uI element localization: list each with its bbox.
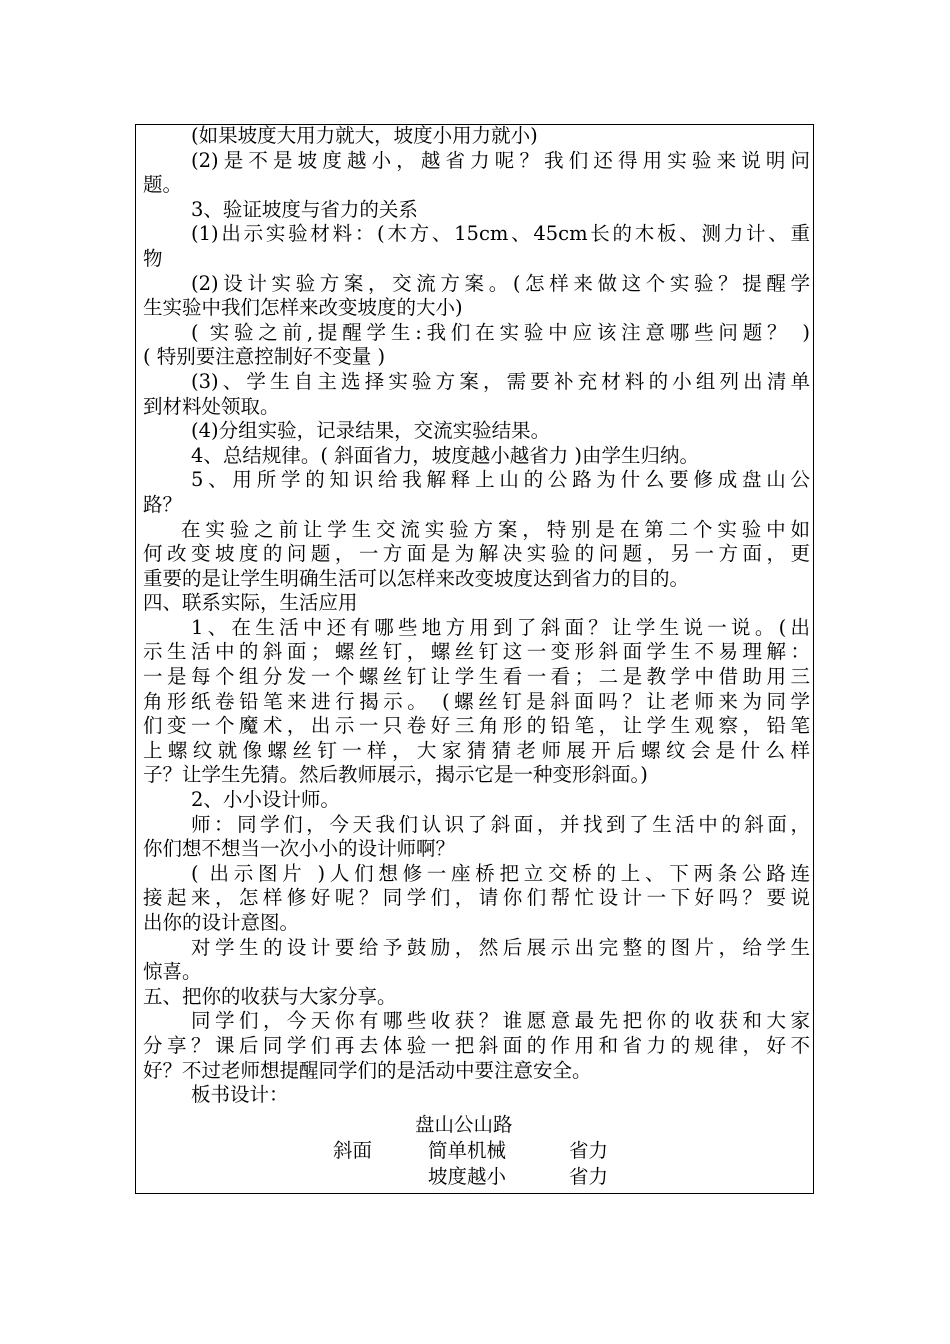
paragraph [143, 468, 810, 517]
text-line: (1)出示实验材料：(木方、15cm、45cm长的木板、测力计、重 [191, 222, 810, 246]
text-line: 好？不过老师想提醒同学们的是活动中要注意安全。 [143, 1058, 592, 1082]
board-row-1 [143, 1138, 810, 1164]
paragraph [143, 124, 810, 149]
text-line: 何改变坡度的问题，一方面是为解决实验的问题，另一方面，更 [143, 542, 810, 566]
text-line: (4)分组实验，记录结果，交流实验结果。 [191, 419, 551, 443]
board-row-2 [143, 1164, 810, 1190]
paragraph [143, 1083, 810, 1108]
text-line: 5、用所学的知识给我解释上山的公路为什么要修成盘山公 [191, 468, 810, 492]
paragraph [143, 370, 810, 419]
text-line: 1、在生活中还有哪些地方用到了斜面？让学生说一说。(出 [191, 615, 810, 639]
text-line: 接起来，怎样修好呢？同学们，请你们帮忙设计一下好吗？要说 [143, 886, 810, 910]
lesson-plan-text [143, 124, 810, 1190]
paragraph [143, 985, 810, 1010]
text-line: 生实验中我们怎样来改变坡度的大小) [143, 296, 463, 320]
paragraph [143, 936, 810, 985]
text-line: ( 出示图片 )人们想修一座桥把立交桥的上、下两条公路连 [191, 861, 810, 885]
text-line: 子？让学生先猜。然后教师展示，揭示它是一种变形斜面。) [143, 763, 648, 787]
paragraph [143, 419, 810, 444]
board-label-labor-saving: 省力 [569, 1138, 609, 1162]
text-line: 重要的是让学生明确生活可以怎样来改变坡度达到省力的目的。 [143, 566, 690, 590]
text-line: 上螺纹就像螺丝钉一样，大家猜猜老师展开后螺纹会是什么样 [143, 738, 810, 762]
text-line: 你们想不想当一次小小的设计师啊？ [143, 837, 456, 861]
board-label-labor-saving-2: 省力 [569, 1164, 609, 1188]
text-line: 们变一个魔术，出示一只卷好三角形的铅笔，让学生观察，铅笔 [143, 714, 810, 738]
paragraph [143, 813, 810, 862]
text-line: 4、总结规律。( 斜面省力，坡度越小越省力 )由学生归纳。 [191, 443, 700, 467]
text-line: 一是每个组分发一个螺丝钉让学生看一看；二是教学中借助用三 [143, 665, 810, 689]
board-title-row [143, 1112, 810, 1138]
paragraph [143, 616, 810, 788]
text-line: 分享？课后同学们再去体验一把斜面的作用和省力的规律，好不 [143, 1033, 810, 1057]
text-line: (如果坡度大用力就大，坡度小用力就小) [191, 124, 538, 147]
paragraph [143, 1009, 810, 1083]
paragraph [143, 518, 810, 592]
text-line: (2)是不是坡度越小，越省力呢？我们还得用实验来说明问 [191, 148, 810, 172]
text-line: 五、把你的收获与大家分享。 [143, 984, 397, 1008]
text-line: ( 实验之前,提醒学生:我们在实验中应该注意哪些问题？ ) [191, 320, 810, 344]
paragraph [143, 444, 810, 469]
text-line: 2、小小设计师。 [191, 788, 340, 812]
paragraph [143, 788, 810, 813]
text-line: 3、验证坡度与省力的关系 [191, 197, 418, 221]
text-line: 惊喜。 [143, 960, 202, 984]
text-line: 对学生的设计要给予鼓励，然后展示出完整的图片，给学生 [191, 935, 810, 959]
paragraph [143, 591, 810, 616]
blackboard-design [143, 1112, 810, 1190]
paragraph [143, 862, 810, 936]
text-line: 在实验之前让学生交流实验方案，特别是在第二个实验中如 [181, 517, 810, 541]
paragraph [143, 321, 810, 370]
text-line: 示生活中的斜面；螺丝钉，螺丝钉这一变形斜面学生不易理解： [143, 640, 810, 664]
text-line: 板书设计： [191, 1083, 289, 1107]
text-line: 物 [143, 246, 163, 270]
paragraph [143, 149, 810, 198]
text-line: 到材料处领取。 [143, 394, 280, 418]
board-label-smaller-slope: 坡度越小 [428, 1164, 507, 1188]
text-line: 角形纸卷铅笔来进行揭示。 (螺丝钉是斜面吗？让老师来为同学 [143, 689, 810, 713]
paragraphs [143, 124, 810, 1108]
board-label-simple-machine: 简单机械 [428, 1138, 507, 1162]
text-line: 师：同学们，今天我们认识了斜面，并找到了生活中的斜面， [191, 812, 810, 836]
text-line: 路？ [143, 492, 183, 516]
text-line: 出你的设计意图。 [143, 911, 300, 934]
text-line: (2)设计实验方案，交流方案。(怎样来做这个实验？提醒学 [191, 271, 810, 295]
paragraph [143, 222, 810, 271]
text-line: 题。 [143, 173, 183, 197]
text-line: 同学们，今天你有哪些收获？谁愿意最先把你的收获和大家 [191, 1009, 810, 1033]
board-label-incline: 斜面 [333, 1138, 373, 1162]
text-line: 四、联系实际，生活应用 [143, 591, 358, 615]
paragraph [143, 272, 810, 321]
text-line: (3)、学生自主选择实验方案，需要补充材料的小组列出清单 [191, 369, 810, 393]
text-line: ( 特别要注意控制好不变量 ) [143, 345, 386, 369]
board-title: 盘山公山路 [415, 1112, 513, 1136]
paragraph [143, 198, 810, 223]
